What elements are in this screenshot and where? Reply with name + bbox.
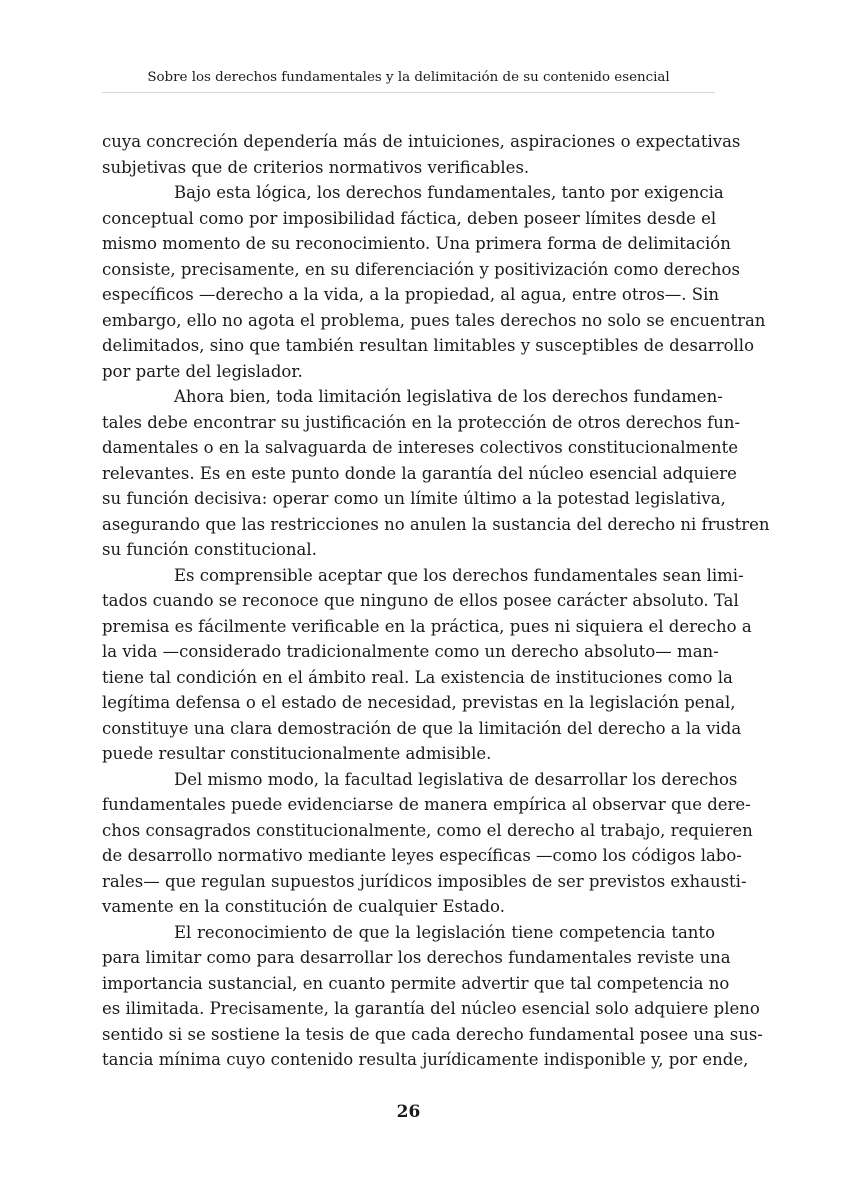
body-paragraph [102, 920, 763, 1073]
text-line: mismo momento de su reconocimiento. Una primera forma de delimitación [102, 234, 731, 253]
text-line: por parte del legislador. [102, 361, 303, 381]
text-line: tales debe encontrar su justificación en la protección de otros derechos fun- [102, 412, 741, 432]
text-line: chos consagrados constitucionalmente, como el derecho al trabajo, requieren [102, 820, 753, 840]
text-line: embargo, ello no agota el problema, pues tales derechos no solo se encuentran [102, 310, 766, 330]
text-line: sentido si se sostiene la tesis de que cada derecho fundamental posee una sus- [102, 1024, 763, 1044]
text-line: premisa es fácilmente verificable en la práctica, pues ni siquiera el derecho a [102, 616, 752, 636]
body-text [102, 129, 770, 1073]
text-line: tancia mínima cuyo contenido resulta jurídicamente indisponible y, por ende, [102, 1050, 749, 1069]
text-line: importancia sustancial, en cuanto permite advertir que tal competencia no [102, 973, 730, 993]
text-line: tiene tal condición en el ámbito real. La existencia de instituciones como la [102, 667, 733, 687]
text-line: Ahora bien, toda limitación legislativa de los derechos fundamen- [174, 387, 723, 406]
text-line: la vida —considerado tradicionalmente como un derecho absoluto— man- [102, 642, 719, 661]
text-line: relevantes. Es en este punto donde la garantía del núcleo esencial adquiere [102, 463, 737, 483]
text-line: rales— que regulan supuestos jurídicos imposibles de ser previstos exhausti- [102, 871, 747, 891]
body-paragraph [102, 767, 753, 920]
text-line: para limitar como para desarrollar los derechos fundamentales reviste una [102, 948, 731, 967]
text-line: subjetivas que de criterios normativos verificables. [102, 157, 530, 177]
text-line: asegurando que las restricciones no anulen la sustancia del derecho ni frustren [102, 514, 770, 534]
text-line: de desarrollo normativo mediante leyes específicas —como los códigos labo- [102, 846, 742, 865]
page-number: 26 [396, 1102, 421, 1122]
text-line: específicos —derecho a la vida, a la propiedad, al agua, entre otros—. Sin [102, 285, 719, 304]
text-line: constituye una clara demostración de que la limitación del derecho a la vida [102, 718, 742, 738]
body-paragraph [102, 180, 766, 384]
text-line: Bajo esta lógica, los derechos fundamentales, tanto por exigencia [174, 183, 724, 202]
text-line: Es comprensible aceptar que los derechos fundamentales sean limi- [174, 565, 744, 585]
body-paragraph [102, 384, 770, 563]
text-line: fundamentales puede evidenciarse de manera empírica al observar que dere- [102, 795, 751, 814]
text-line: cuya concreción dependería más de intuiciones, aspiraciones o expectativas [102, 132, 741, 151]
body-paragraph [102, 129, 741, 180]
text-line: damentales o en la salvaguarda de intereses colectivos constitucionalmente [102, 438, 738, 457]
text-line: es ilimitada. Precisamente, la garantía del núcleo esencial solo adquiere pleno [102, 999, 760, 1018]
text-line: puede resultar constitucionalmente admisible. [102, 744, 492, 763]
running-header: Sobre los derechos fundamentales y la delimitación de su contenido esencial [147, 70, 670, 85]
header-divider [102, 92, 715, 93]
text-line: El reconocimiento de que la legislación tiene competencia tanto [174, 922, 715, 942]
text-line: Del mismo modo, la facultad legislativa de desarrollar los derechos [174, 769, 738, 789]
text-line: tados cuando se reconoce que ninguno de ellos posee carácter absoluto. Tal [102, 591, 739, 610]
text-line: vamente en la constitución de cualquier Estado. [102, 897, 505, 916]
text-line: su función decisiva: operar como un límite último a la potestad legislativa, [102, 489, 726, 508]
text-line: su función constitucional. [102, 540, 317, 559]
text-line: conceptual como por imposibilidad fáctica, deben poseer límites desde el [102, 208, 717, 228]
text-line: delimitados, sino que también resultan limitables y susceptibles de desarrollo [102, 336, 755, 355]
text-line: consiste, precisamente, en su diferenciación y positivización como derechos [102, 259, 740, 279]
body-paragraph [102, 563, 752, 767]
text-line: legítima defensa o el estado de necesidad, previstas en la legislación penal, [102, 693, 736, 712]
